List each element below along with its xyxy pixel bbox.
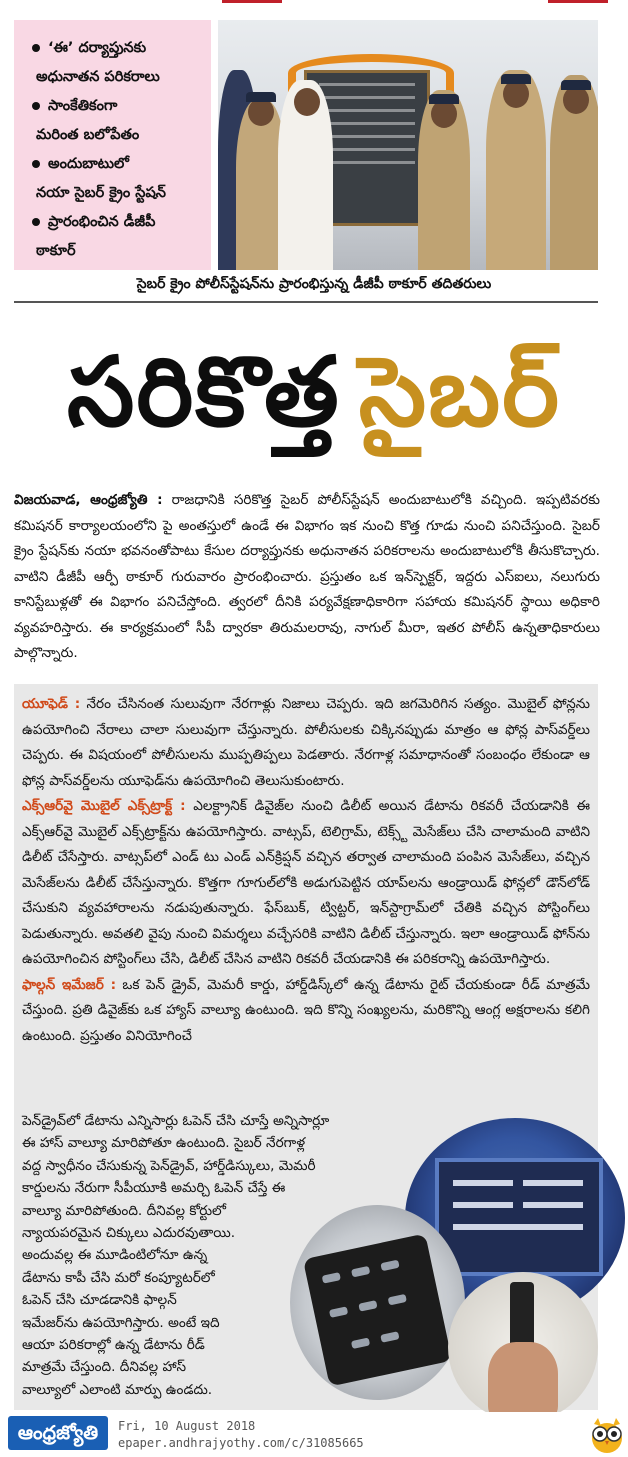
section-keyword: ఎక్స్‌ఆర్‌వై మొబైల్ ఎక్స్‌ట్రాక్ట్ :	[22, 798, 186, 814]
usb-device-image	[448, 1272, 598, 1422]
dateline: విజయవాడ, ఆంధ్రజ్యోతి :	[14, 492, 163, 508]
bullet-dot-icon	[32, 102, 40, 110]
highlight-line: మరింత బలోపేతం	[36, 127, 140, 143]
bullet-dot-icon	[32, 160, 40, 168]
highlight-item	[36, 92, 203, 150]
kit-case	[435, 1158, 603, 1276]
top-bar-segment	[222, 0, 282, 3]
highlight-line: ఠాకూర్	[36, 243, 76, 259]
owl-mascot-icon	[588, 1414, 626, 1454]
text-line: ఆయా పరికరాల్లో ఉన్న డేటాను రీడ్	[22, 1337, 205, 1354]
text-line: వాల్యూలో ఎలాంటి మార్పు ఉండదు.	[22, 1381, 213, 1398]
text-line: పెన్‌డ్రైవ్‌లో డేటాను ఎన్నిసార్లు ఓపెన్ చేసి చూస్తే అన్నిసార్లూ	[22, 1113, 330, 1129]
text-line: ఇమేజర్‌ను ఉపయోగిస్తారు. అంటే ఇది	[22, 1314, 220, 1331]
text-line: ఈ హాస్ వాల్యూ మారిపోతూ ఉంటుంది. సైబర్ నేరగాళ్ల	[22, 1135, 306, 1152]
footer-info	[118, 1418, 364, 1452]
highlight-item	[36, 34, 203, 92]
text-line: న్యాయపరమైన చిక్కులు ఎదురవుతాయి.	[22, 1225, 236, 1242]
cable-bag-image	[290, 1205, 465, 1400]
photo-caption: సైబర్ క్రైం పోలీస్‌స్టేషన్‌ను ప్రారంభిస్తున్న డీజీపీ ఠాకూర్ తదితరులు	[136, 276, 492, 292]
person-head	[431, 100, 457, 128]
police-cap	[561, 80, 591, 90]
section-text: ఒక పెన్ డ్రైవ్, మెమరీ కార్డు, హార్డ్‌డిస్క్‌లో ఉన్న డేటాను రైట్ చేయకుండా రీడ్ మాత్రమే చేస్తుంది. ప్రతి డివైజ్‌కు ఒక హ్యాస్ వాల్యూ ఉంటుంది. ఇది కొన్ని సంఖ్యలను, మరికొన్ని ఆంగ్ల అక్షరాలను కలిగి ఉంటుంది. ప్రస్తుతం వినియోగించే	[22, 976, 590, 1044]
edition-date: Fri, 10 August 2018	[118, 1419, 256, 1433]
section-xry	[22, 794, 590, 973]
headline-part-2: సైబర్	[358, 336, 562, 448]
section-falcon	[22, 973, 590, 1050]
text-line: వాల్యూ మారిపోతుంది. దీనివల్ల కోర్టులో	[22, 1202, 227, 1219]
inauguration-photo	[218, 20, 598, 270]
highlight-item	[36, 208, 203, 266]
highlight-line: అధునాతన పరికరాలు	[36, 69, 160, 85]
text-line: అందువల్ల ఈ మూడింటిలోనూ ఉన్న	[22, 1247, 208, 1264]
person-head	[563, 86, 589, 114]
highlight-line: నయా సైబర్ క్రైం స్టేషన్	[36, 185, 166, 201]
headline-part-1: సరికొత్త	[66, 336, 341, 448]
highlight-line: సాంకేతికంగా	[48, 98, 118, 114]
text-line: వద్ద స్వాధీనం చేసుకున్న పెన్‌డ్రైవ్, హార్డ్‌డిస్కులు, మెమరీ	[22, 1157, 316, 1174]
section-text: నేరం చేసినంత సులువుగా నేరగాళ్లు నిజాలు చెప్పరు. ఇది జగమెరిగిన సత్యం. మొబైల్ ఫోన్లను ఉపయోగించి నేరాలు చాలా సులువుగా చేస్తున్నారు. పోలీసులకు చిక్కినప్పుడు మాత్రం ఆ ఫోన్ల పాస్‌వర్డ్‌లు చెప్పరు. ఈ విషయంలో పోలీసులను ముప్పతిప్పలు పెడతారు. నేరగాళ్ల సమాధానంతో సంబంధం లేకుండా ఆ ఫోన్ల పాస్‌వర్డ్‌లను యూఫెడ్‌ను ఉపయోగించి తెలుసుకుంటారు.	[22, 696, 590, 789]
police-cap	[429, 94, 459, 104]
section-keyword: ఫాల్గన్ ఇమేజర్ :	[22, 976, 117, 993]
lead-paragraph	[14, 488, 600, 667]
highlight-line: ‘ఈ’ దర్యాప్తునకు	[48, 40, 147, 56]
devices-text	[22, 692, 590, 1049]
footer	[0, 1412, 628, 1457]
hand	[488, 1342, 558, 1422]
lead-text: రాజధానికి సరికొత్త సైబర్ పోలీస్‌స్టేషన్ అందుబాటులోకి వచ్చింది. ఇప్పటివరకు కమిషనర్ కార్యాలయంలోని పై అంతస్తులో ఉండే ఈ విభాగం ఇక నుంచి కొత్త గూడు నుంచి పనిచేస్తుంది. సైబర్ క్రైం స్టేషన్‌కు నయా భవనంతోపాటు కేసుల దర్యాప్తునకు అధునాతన పరికరాలను అందుబాటులోకి తీసుకొచ్చారు. వాటిని డీజీపీ ఆర్పీ ఠాకూర్ గురువారం ప్రారంభించారు. ప్రస్తుతం ఒక ఇన్‌స్పెక్టర్, ఇద్దరు ఎస్ఐలు, నలుగురు కానిస్టేబుళ్లతో ఈ విభాగం పనిచేస్తోంది. త్వరలో దీనికి పర్యవేక్షణాధికారిగా సహాయ కమిషనర్ స్థాయి అధికారి వ్యవహరిస్తారు. ఈ కార్యక్రమంలో సీపీ ద్వారకా తిరుమలరావు, నాగుల్ మీరా, ఇతర పోలీస్ ఉన్నతాధికారులు పాల్గొన్నారు.	[14, 492, 601, 661]
section-keyword: యూఫెడ్ :	[22, 696, 81, 712]
andhrajyothy-logo[interactable]: ఆంధ్రజ్యోతి	[8, 1416, 108, 1450]
text-line: మాత్రమే చేస్తుంది. దీనివల్ల హాస్	[22, 1359, 187, 1376]
highlights-box	[14, 20, 211, 270]
highlight-item	[36, 150, 203, 208]
divider	[14, 301, 598, 303]
section-ufed	[22, 692, 590, 794]
text-line: డేటాను కాపీ చేసి మరో కంప్యూటర్‌లో	[22, 1269, 215, 1286]
section-text: ఎలక్ట్రానిక్ డివైజ్‌ల నుంచి డిలీట్ అయిన డేటాను రికవరీ చేయడానికి ఈ ఎక్స్‌ఆర్‌వై మొబైల్ ఎక్స్‌ట్రాక్ట్‌ను ఉపయోగిస్తారు. వాట్సప్, టెలిగ్రామ్, టెక్స్ట్ మెసేజ్‌లు చేసి చాలామంది వాటిని డిలీట్ చేసేస్తారు. వాట్సప్‌లో ఎండ్ టు ఎండ్ ఎన్‌క్రిప్షన్ వచ్చిన తర్వాత చాలామంది పంపిన మెసేజ్‌లు, వచ్చిన మెసేజ్‌లను డిలీట్ చేసేస్తున్నారు. కొత్తగా గూగుల్‌లోకి అడుగుపెట్టిన యాప్‌లను ఆండ్రాయిడ్ ఫోన్లలో డౌన్‌లోడ్ చేసుకుని వ్యవహారాలను నడుపుతున్నారు. ఫేస్‌బుక్, ట్విట్టర్, ఇన్‌స్టాగ్రామ్‌లో చేతికి వచ్చిన పోస్టింగ్‌లు పెడుతున్నారు. అవతలి వైపు నుంచి విమర్శలు వచ్చేసరికి వాటిని డిలీట్ చేస్తున్నారు. ఇలా ఆండ్రాయిడ్ ఫోన్‌ను ఉపయోగించిన పోస్టింగ్‌లు చేసి, డిలీట్ చేసిన వాటిని రికవరీ చేయడానికి ఈ పరికరాన్ని ఉపయోగిస్తారు.	[22, 798, 590, 967]
bullet-dot-icon	[32, 218, 40, 226]
top-bar-segment	[548, 0, 608, 3]
epaper-url[interactable]: epaper.andhrajyothy.com/c/31085665	[118, 1436, 364, 1450]
bullet-dot-icon	[32, 44, 40, 52]
top-color-bar	[0, 0, 628, 14]
police-cap	[501, 74, 531, 84]
text-line: కార్డులను నేరుగా సీపీయూకి అమర్చి ఓపెన్ చేస్తే ఈ	[22, 1180, 286, 1197]
text-line: ఓపెన్ చేసి చూడడానికి ఫాల్గన్	[22, 1292, 177, 1309]
headline	[10, 306, 618, 478]
police-cap	[246, 92, 276, 102]
cable-bag	[303, 1233, 452, 1386]
person-head	[248, 98, 274, 126]
person-head	[503, 80, 529, 108]
person-head	[294, 88, 320, 116]
highlight-line: ప్రారంభించిన డీజీపీ	[48, 214, 156, 230]
highlight-line: అందుబాటులో	[48, 156, 129, 172]
